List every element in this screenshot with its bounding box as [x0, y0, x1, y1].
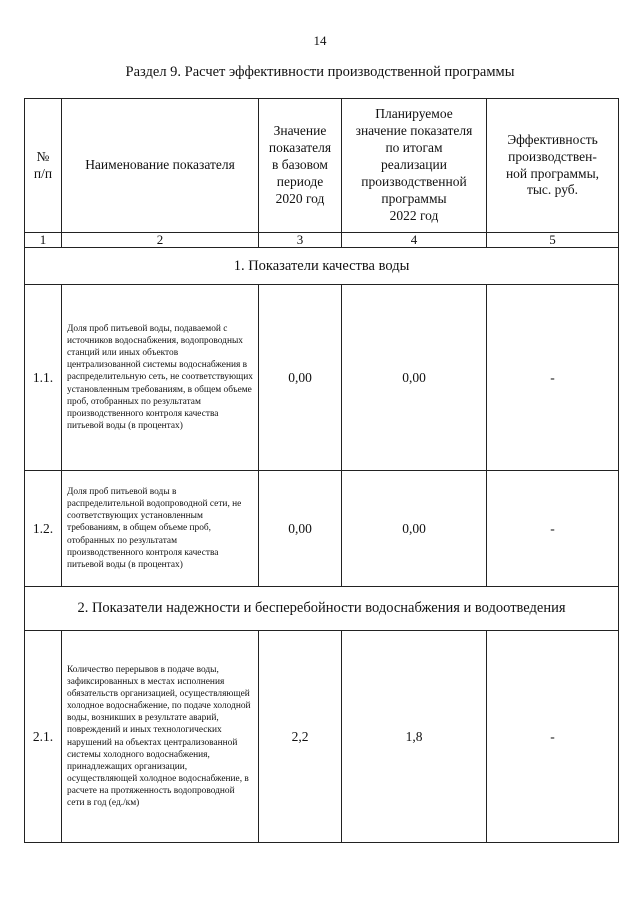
planned-value: 0,00	[342, 285, 487, 471]
indicator-name: Доля проб питьевой воды, подаваемой с источников водоснабжения, водопроводных станций или иных объектов централизованной системы водоснабжения в распределительную сеть, не соответствующих установленным требованиям, в общем объеме проб, отобранных по результатам производственного контроля качества питьевой воды (в процентах)	[62, 285, 259, 471]
section-row	[25, 248, 619, 285]
header-name: Наименование показателя	[62, 99, 259, 233]
page-number: 14	[313, 33, 327, 48]
header-base-value: Значение показателя в базовом периоде 2020 год	[259, 99, 342, 233]
column-number: 5	[487, 233, 619, 248]
planned-value: 0,00	[342, 471, 487, 587]
header-num: № п/п	[25, 99, 62, 233]
section-title: Раздел 9. Расчет эффективности производственной программы	[125, 64, 515, 80]
base-value: 2,2	[259, 631, 342, 843]
row-number: 1.2.	[25, 471, 62, 587]
column-number-row	[25, 233, 619, 248]
section-title-water-quality: 1. Показатели качества воды	[25, 248, 619, 285]
header-planned-value: Планируемое значение показателя по итогам реализации производственной программы 2022 год	[342, 99, 487, 233]
base-value: 0,00	[259, 285, 342, 471]
section-row	[25, 587, 619, 631]
header-efficiency: Эффективность производствен- ной программы, тыс. руб.	[487, 99, 619, 233]
row-number: 2.1.	[25, 631, 62, 843]
indicator-name: Доля проб питьевой воды в распределительной водопроводной сети, не соответствующих установленным требованиям, в общем объеме проб, отобранных по результатам производственного контроля качества питьевой воды (в процентах)	[62, 471, 259, 587]
efficiency-value: -	[487, 471, 619, 587]
table-row	[25, 631, 619, 843]
table-row	[25, 285, 619, 471]
table-header-row	[25, 99, 619, 233]
indicators-table	[24, 98, 619, 843]
column-number: 4	[342, 233, 487, 248]
table-row	[25, 471, 619, 587]
efficiency-value: -	[487, 285, 619, 471]
column-number: 2	[62, 233, 259, 248]
row-number: 1.1.	[25, 285, 62, 471]
efficiency-value: -	[487, 631, 619, 843]
column-number: 3	[259, 233, 342, 248]
column-number: 1	[25, 233, 62, 248]
indicator-name: Количество перерывов в подаче воды, зафиксированных в местах исполнения обязательств организацией, осуществляющей холодное водоснабжение, по подаче холодной воды, возникших в результате аварий, повреждений и иных технологических нарушений на объектах централизованной системы холодного водоснабжения, принадлежащих организации, осуществляющей холодное водоснабжение, в расчете на протяженность водопроводной сети в год (ед./км)	[62, 631, 259, 843]
base-value: 0,00	[259, 471, 342, 587]
planned-value: 1,8	[342, 631, 487, 843]
section-title-reliability: 2. Показатели надежности и бесперебойности водоснабжения и водоотведения	[25, 587, 619, 631]
